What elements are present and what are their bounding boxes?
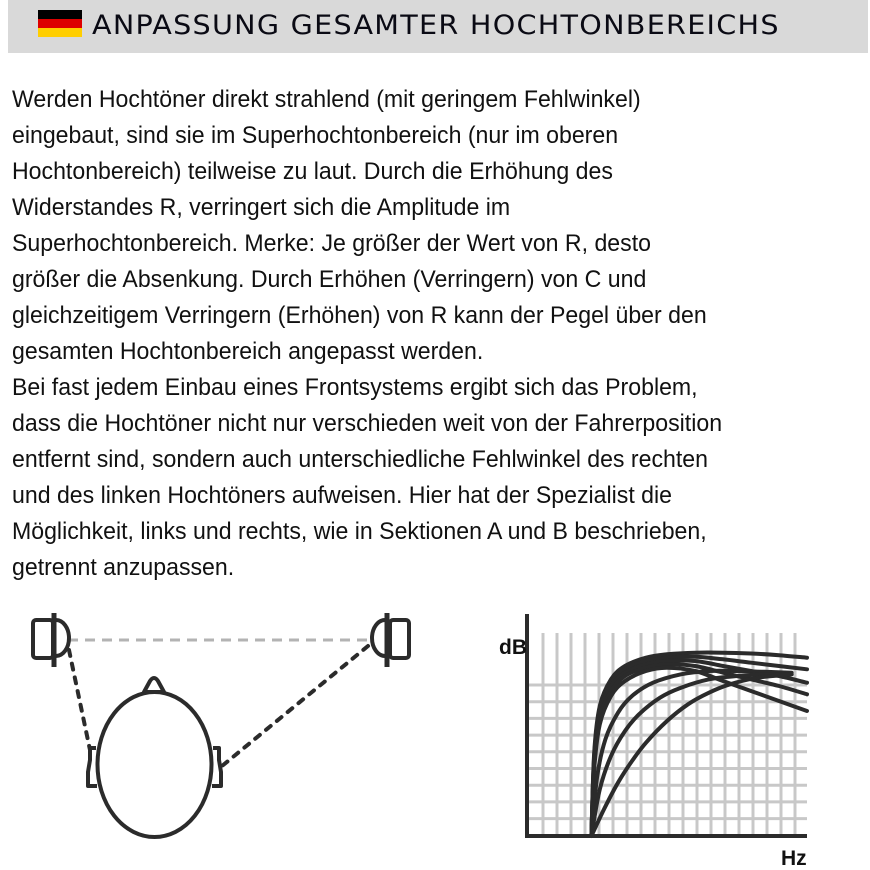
- text-line: größer die Absenkung. Durch Erhöhen (Verringern) von C und: [12, 266, 647, 293]
- head-shape: [98, 692, 212, 837]
- text-line: dass die Hochtöner nicht nur verschieden weit von der Fahrerposition: [12, 410, 723, 437]
- chart-curves: [591, 653, 807, 836]
- section-header: [8, 0, 868, 53]
- x-axis-label: Hz: [781, 847, 807, 870]
- left-tweeter-icon: [33, 613, 69, 667]
- body-paragraph: [12, 82, 868, 586]
- right-tweeter-to-ear-line: [222, 646, 368, 766]
- right-tweeter-icon: [372, 613, 409, 667]
- text-line: gleichzeitigem Verringern (Erhöhen) von R kann der Pegel über den: [12, 302, 707, 329]
- text-line: und des linken Hochtöners aufweisen. Hier hat der Spezialist die: [12, 482, 672, 509]
- text-line: Superhochtonbereich. Merke: Je größer der Wert von R, desto: [12, 230, 651, 257]
- frequency-response-chart: [480, 600, 870, 870]
- text-line: Widerstandes R, verringert sich die Amplitude im: [12, 194, 511, 221]
- response-curve-4: [591, 664, 807, 836]
- flag-stripe-gold: [38, 28, 82, 37]
- nose-shape: [144, 678, 164, 692]
- left-tweeter-to-ear-line: [69, 650, 90, 750]
- response-curve-8: [591, 674, 791, 836]
- section-title: ANPASSUNG GESAMTER HOCHTONBEREICHS: [92, 10, 780, 41]
- y-axis-label: dB: [499, 636, 527, 659]
- flag-stripe-red: [38, 19, 82, 28]
- listener-head-icon: [88, 678, 221, 837]
- text-line: Werden Hochtöner direkt strahlend (mit geringem Fehlwinkel): [12, 86, 641, 113]
- germany-flag-icon: [38, 10, 82, 37]
- text-line: entfernt sind, sondern auch unterschiedliche Fehlwinkel des rechten: [12, 446, 708, 473]
- text-line: eingebaut, sind sie im Superhochtonbereich (nur im oberen: [12, 122, 619, 149]
- text-line: getrennt anzupassen.: [12, 554, 235, 581]
- response-curve-7: [591, 674, 791, 836]
- text-line: Bei fast jedem Einbau eines Frontsystems ergibt sich das Problem,: [12, 374, 698, 401]
- text-line: Hochtonbereich) teilweise zu laut. Durch die Erhöhung des: [12, 158, 613, 185]
- text-line: gesamten Hochtonbereich angepasst werden.: [12, 338, 484, 365]
- flag-stripe-black: [38, 10, 82, 19]
- listener-diagram: [0, 600, 440, 870]
- text-line: Möglichkeit, links und rechts, wie in Sektionen A und B beschrieben,: [12, 518, 707, 545]
